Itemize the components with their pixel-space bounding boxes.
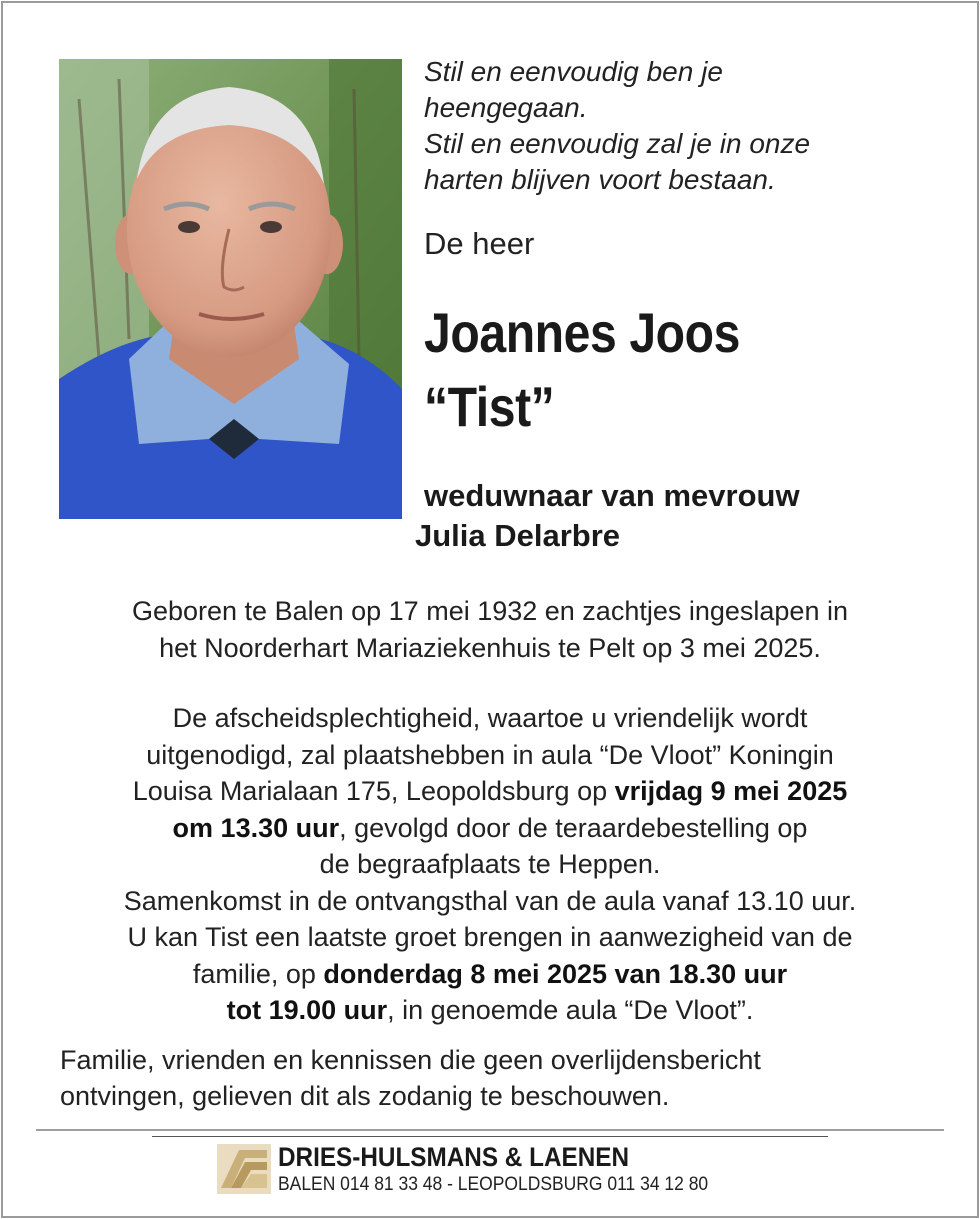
spouse-name: Julia Delarbre [415, 518, 621, 553]
text-line [50, 956, 930, 993]
poem-line: Stil en eenvoudig zal je in onze [424, 128, 811, 159]
poem-line: heengegaan. [424, 92, 588, 123]
poem-line: harten blijven voort bestaan. [424, 164, 776, 195]
text-line [50, 810, 930, 847]
title-prefix: De heer [424, 226, 535, 261]
text-line: het Noorderhart Mariaziekenhuis te Pelt op 3 mei 2025. [159, 632, 821, 663]
funeral-home-name: DRIES-HULSMANS & LAENEN [278, 1142, 630, 1172]
ceremony-time: om 13.30 uur [172, 812, 340, 843]
poem-line: Stil en eenvoudig ben je [424, 56, 723, 87]
text-line: Familie, vrienden en kennissen die geen overlijdensbericht [60, 1045, 761, 1075]
text-span: Louisa Marialaan 175, Leopoldsburg op [132, 776, 615, 806]
text-line: Samenkomst in de ontvangsthal van de aula vanaf 13.10 uur. [123, 885, 857, 916]
text-line [50, 773, 930, 810]
ceremony-date: vrijdag 9 mei 2025 [614, 776, 848, 806]
text-line: uitgenodigd, zal plaatshebben in aula “De Vloot” Koningin [146, 739, 834, 770]
text-line: De afscheidsplechtigheid, waartoe u vriendelijk wordt [172, 703, 808, 733]
poem [424, 54, 944, 198]
visitation-end-time: tot 19.00 uur [226, 995, 388, 1025]
funeral-home-logo-icon [217, 1144, 271, 1194]
divider [36, 1129, 944, 1131]
text-span: , in genoemde aula “De Vloot”. [387, 995, 754, 1025]
widower-line: weduwnaar van mevrouw [424, 478, 800, 513]
text-span: familie, op [192, 958, 324, 989]
notice-paragraph [60, 1042, 761, 1114]
text-line [50, 992, 930, 1029]
text-line: Geboren te Balen op 17 mei 1932 en zachtjes ingeslapen in [131, 596, 848, 626]
text-line: U kan Tist een laatste groet brengen in aanwezigheid van de [127, 922, 853, 952]
visitation-date: donderdag 8 mei 2025 van 18.30 uur [323, 958, 788, 989]
text-line: de begraafplaats te Heppen. [319, 849, 661, 879]
text-line: ontvingen, gelieven dit als zodanig te beschouwen. [60, 1081, 670, 1111]
birth-death-paragraph [50, 593, 930, 666]
funeral-home-contact: BALEN 014 81 33 48 - LEOPOLDSBURG 011 34 12 80 [278, 1174, 709, 1195]
ceremony-paragraph [50, 700, 930, 1029]
nickname: “Tist” [424, 375, 555, 438]
divider [152, 1136, 828, 1137]
text-span: , gevolgd door de teraardebestelling op [339, 812, 808, 843]
portrait-photo [59, 59, 402, 519]
deceased-name [424, 296, 740, 444]
full-name: Joannes Joos [424, 301, 741, 364]
